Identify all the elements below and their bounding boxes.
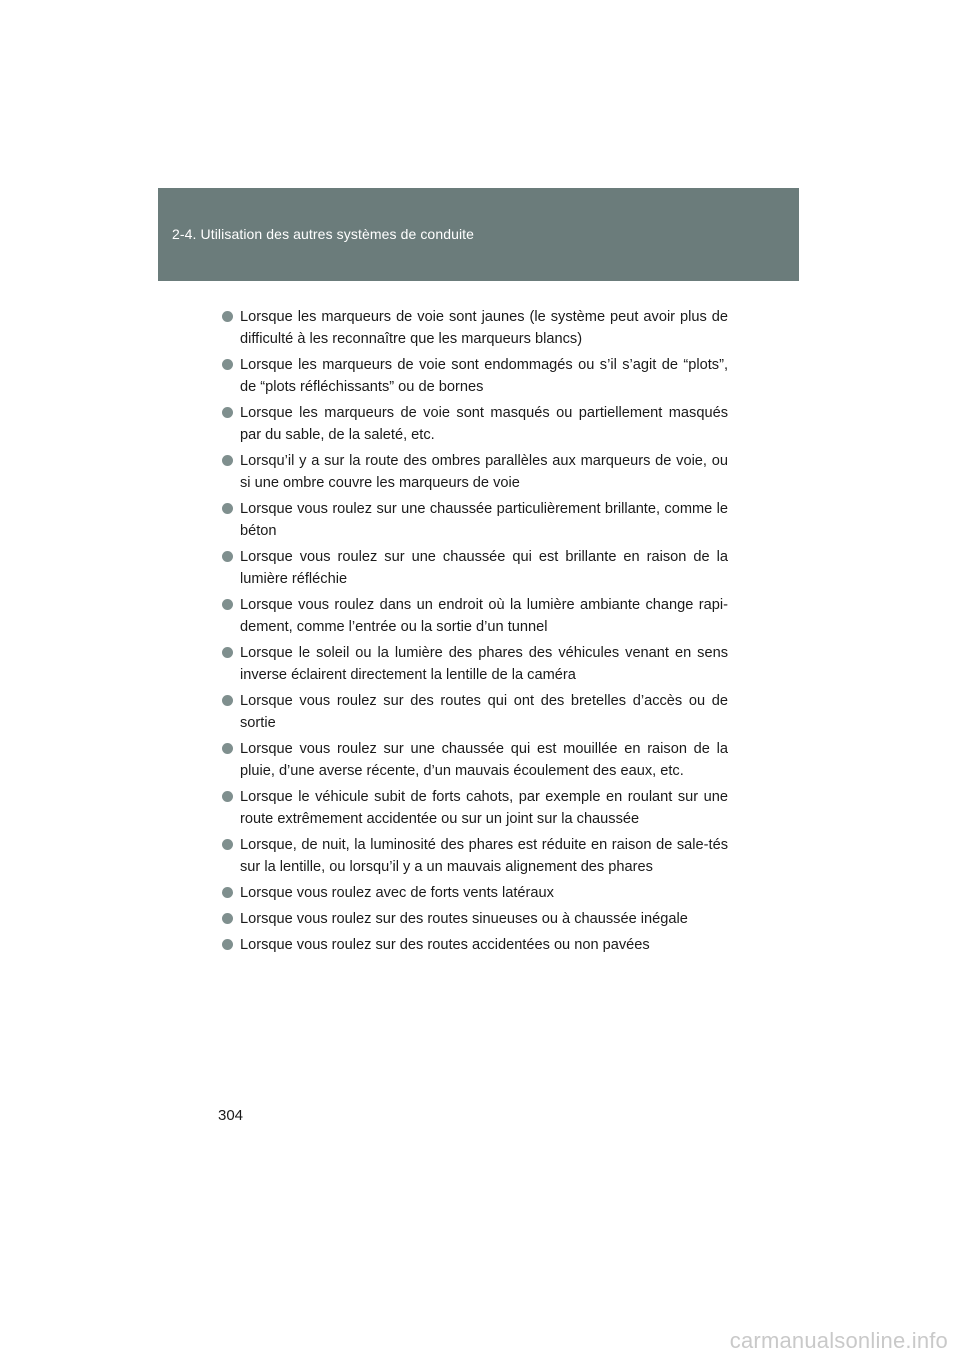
bullet-dot-icon [222, 913, 233, 924]
page-number: 304 [218, 1107, 244, 1124]
bullet-item [219, 882, 728, 904]
bullet-text: Lorsque vous roulez sur des routes accidentées ou non pavées [240, 937, 650, 953]
bullet-item [219, 934, 728, 956]
bullet-item [219, 834, 728, 878]
bullet-item [219, 690, 728, 734]
bullet-text: Lorsque vous roulez sur une chaussée qui est brillante en raison de la lumière réfléchie [240, 549, 728, 587]
bullet-dot-icon [222, 455, 233, 466]
section-title: 2-4. Utilisation des autres systèmes de conduite [172, 226, 475, 242]
bullet-text: Lorsque vous roulez sur une chaussée qui est mouillée en raison de la pluie, d’une averse récente, d’un mauvais écoulement des eaux, etc. [240, 741, 728, 779]
bullet-text: Lorsque vous roulez dans un endroit où la lumière ambiante change rapi-dement, comme l’entrée ou la sortie d’un tunnel [240, 597, 728, 635]
watermark-text: carmanualsonline.info [729, 1328, 948, 1353]
bullet-dot-icon [222, 839, 233, 850]
bullet-text: Lorsque vous roulez sur des routes qui ont des bretelles d’accès ou de sortie [240, 693, 728, 731]
section-header-band [158, 188, 799, 281]
bullet-item [219, 738, 728, 782]
bullet-dot-icon [222, 695, 233, 706]
bullet-dot-icon [222, 599, 233, 610]
bullet-dot-icon [222, 743, 233, 754]
bullet-text: Lorsque vous roulez sur des routes sinueuses ou à chaussée inégale [240, 911, 688, 927]
bullet-dot-icon [222, 359, 233, 370]
bullet-text: Lorsque vous roulez sur une chaussée particulièrement brillante, comme le béton [240, 501, 728, 539]
bullet-text: Lorsqu’il y a sur la route des ombres parallèles aux marqueurs de voie, ou si une ombre couvre les marqueurs de voie [240, 453, 728, 491]
bullet-item [219, 450, 728, 494]
bullet-text: Lorsque vous roulez avec de forts vents latéraux [240, 885, 554, 901]
bullet-text: Lorsque les marqueurs de voie sont jaunes (le système peut avoir plus de difficulté à les reconnaître que les marqueurs blancs) [240, 309, 728, 347]
bullet-dot-icon [222, 887, 233, 898]
bullet-item [219, 594, 728, 638]
bullet-text: Lorsque, de nuit, la luminosité des phares est réduite en raison de sale-tés sur la lentille, ou lorsqu’il y a un mauvais alignement des phares [240, 837, 728, 875]
bullet-item [219, 306, 728, 350]
bullet-item [219, 498, 728, 542]
bullet-text: Lorsque le soleil ou la lumière des phares des véhicules venant en sens inverse éclairent directement la lentille de la caméra [240, 645, 728, 683]
bullet-text: Lorsque le véhicule subit de forts cahots, par exemple en roulant sur une route extrêmement accidentée ou sur un joint sur la chaussée [240, 789, 728, 827]
bullet-item [219, 908, 728, 930]
bullet-item [219, 786, 728, 830]
bullet-dot-icon [222, 939, 233, 950]
bullet-text: Lorsque les marqueurs de voie sont endommagés ou s’il s’agit de “plots”, de “plots réfléchissants” ou de bornes [240, 357, 728, 395]
bullet-dot-icon [222, 647, 233, 658]
bullet-dot-icon [222, 407, 233, 418]
bullet-item [219, 642, 728, 686]
bullet-item [219, 546, 728, 590]
bullet-text: Lorsque les marqueurs de voie sont masqués ou partiellement masqués par du sable, de la saleté, etc. [240, 405, 728, 443]
bullet-dot-icon [222, 551, 233, 562]
condition-bullet-list [219, 306, 728, 960]
bullet-item [219, 402, 728, 446]
bullet-dot-icon [222, 503, 233, 514]
bullet-item [219, 354, 728, 398]
bullet-dot-icon [222, 311, 233, 322]
bullet-dot-icon [222, 791, 233, 802]
